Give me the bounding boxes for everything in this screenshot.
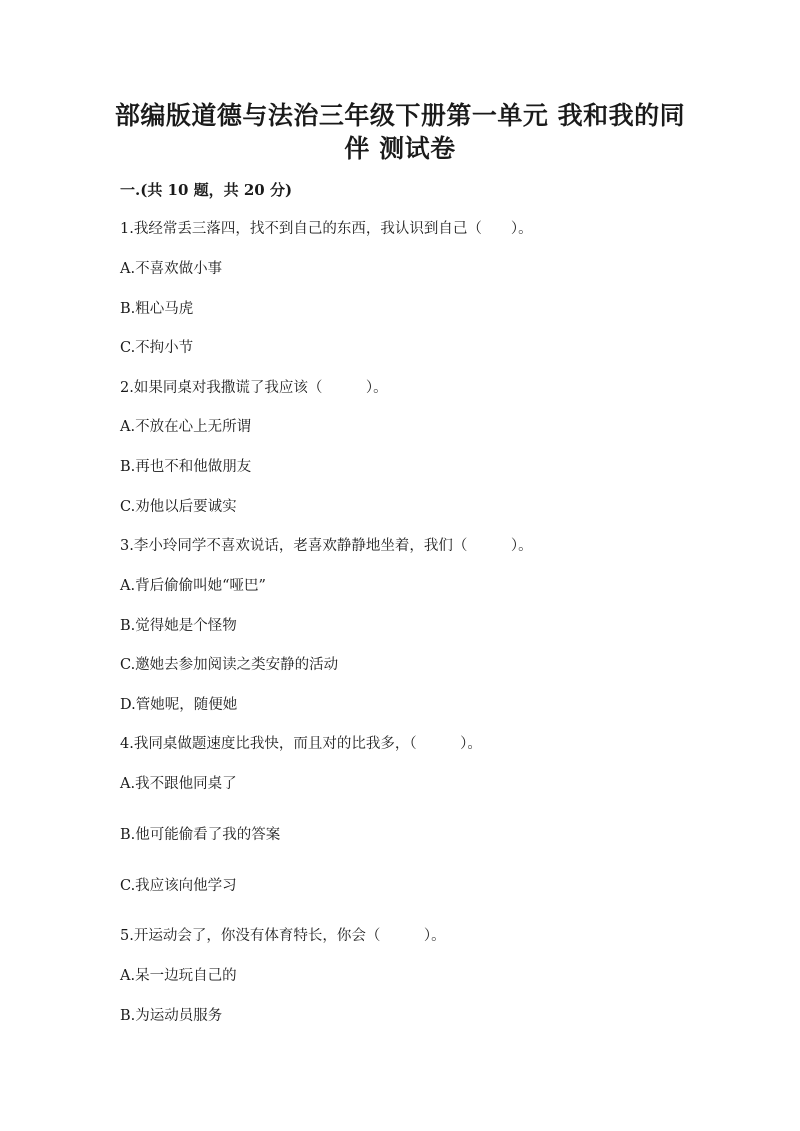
question-4-option-b[interactable]: B.他可能偷看了我的答案 [120, 827, 281, 843]
question-5-stem: 5.开运动会了，你没有体育特长，你会（ ）。 [120, 928, 446, 944]
question-4-option-c[interactable]: C.我应该向他学习 [120, 878, 237, 894]
section-heading: 一.(共 10 题，共 20 分) [120, 181, 293, 199]
page-title-line-2: 伴 测试卷 [344, 134, 456, 163]
question-2-stem: 2.如果同桌对我撒谎了我应该（ ）。 [120, 380, 388, 396]
question-1-option-c[interactable]: C.不拘小节 [120, 340, 194, 356]
question-2-option-b[interactable]: B.再也不和他做朋友 [120, 459, 252, 475]
question-1-option-b[interactable]: B.粗心马虎 [120, 301, 194, 317]
page-title-line-1: 部编版道德与法治三年级下册第一单元 我和我的同 [114, 101, 686, 130]
question-4-option-a[interactable]: A.我不跟他同桌了 [120, 776, 237, 792]
question-2-option-a[interactable]: A.不放在心上无所谓 [120, 419, 252, 435]
question-3-option-b[interactable]: B.觉得她是个怪物 [120, 618, 237, 634]
question-3-option-d[interactable]: D.管她呢，随便她 [120, 697, 238, 713]
question-1-option-a[interactable]: A.不喜欢做小事 [120, 261, 223, 277]
question-2-option-c[interactable]: C.劝他以后要诚实 [120, 499, 237, 515]
question-3-stem: 3.李小玲同学不喜欢说话，老喜欢静静地坐着，我们（ ）。 [120, 538, 533, 554]
question-5-option-b[interactable]: B.为运动员服务 [120, 1008, 223, 1024]
question-3-option-a[interactable]: A.背后偷偷叫她“哑巴” [120, 578, 266, 594]
question-5-option-a[interactable]: A.呆一边玩自己的 [120, 968, 237, 984]
question-3-option-c[interactable]: C.邀她去参加阅读之类安静的活动 [120, 657, 339, 673]
question-1-stem: 1.我经常丢三落四，找不到自己的东西，我认识到自己（ ）。 [120, 221, 533, 237]
question-4-stem: 4.我同桌做题速度比我快，而且对的比我多，（ ）。 [120, 736, 482, 752]
